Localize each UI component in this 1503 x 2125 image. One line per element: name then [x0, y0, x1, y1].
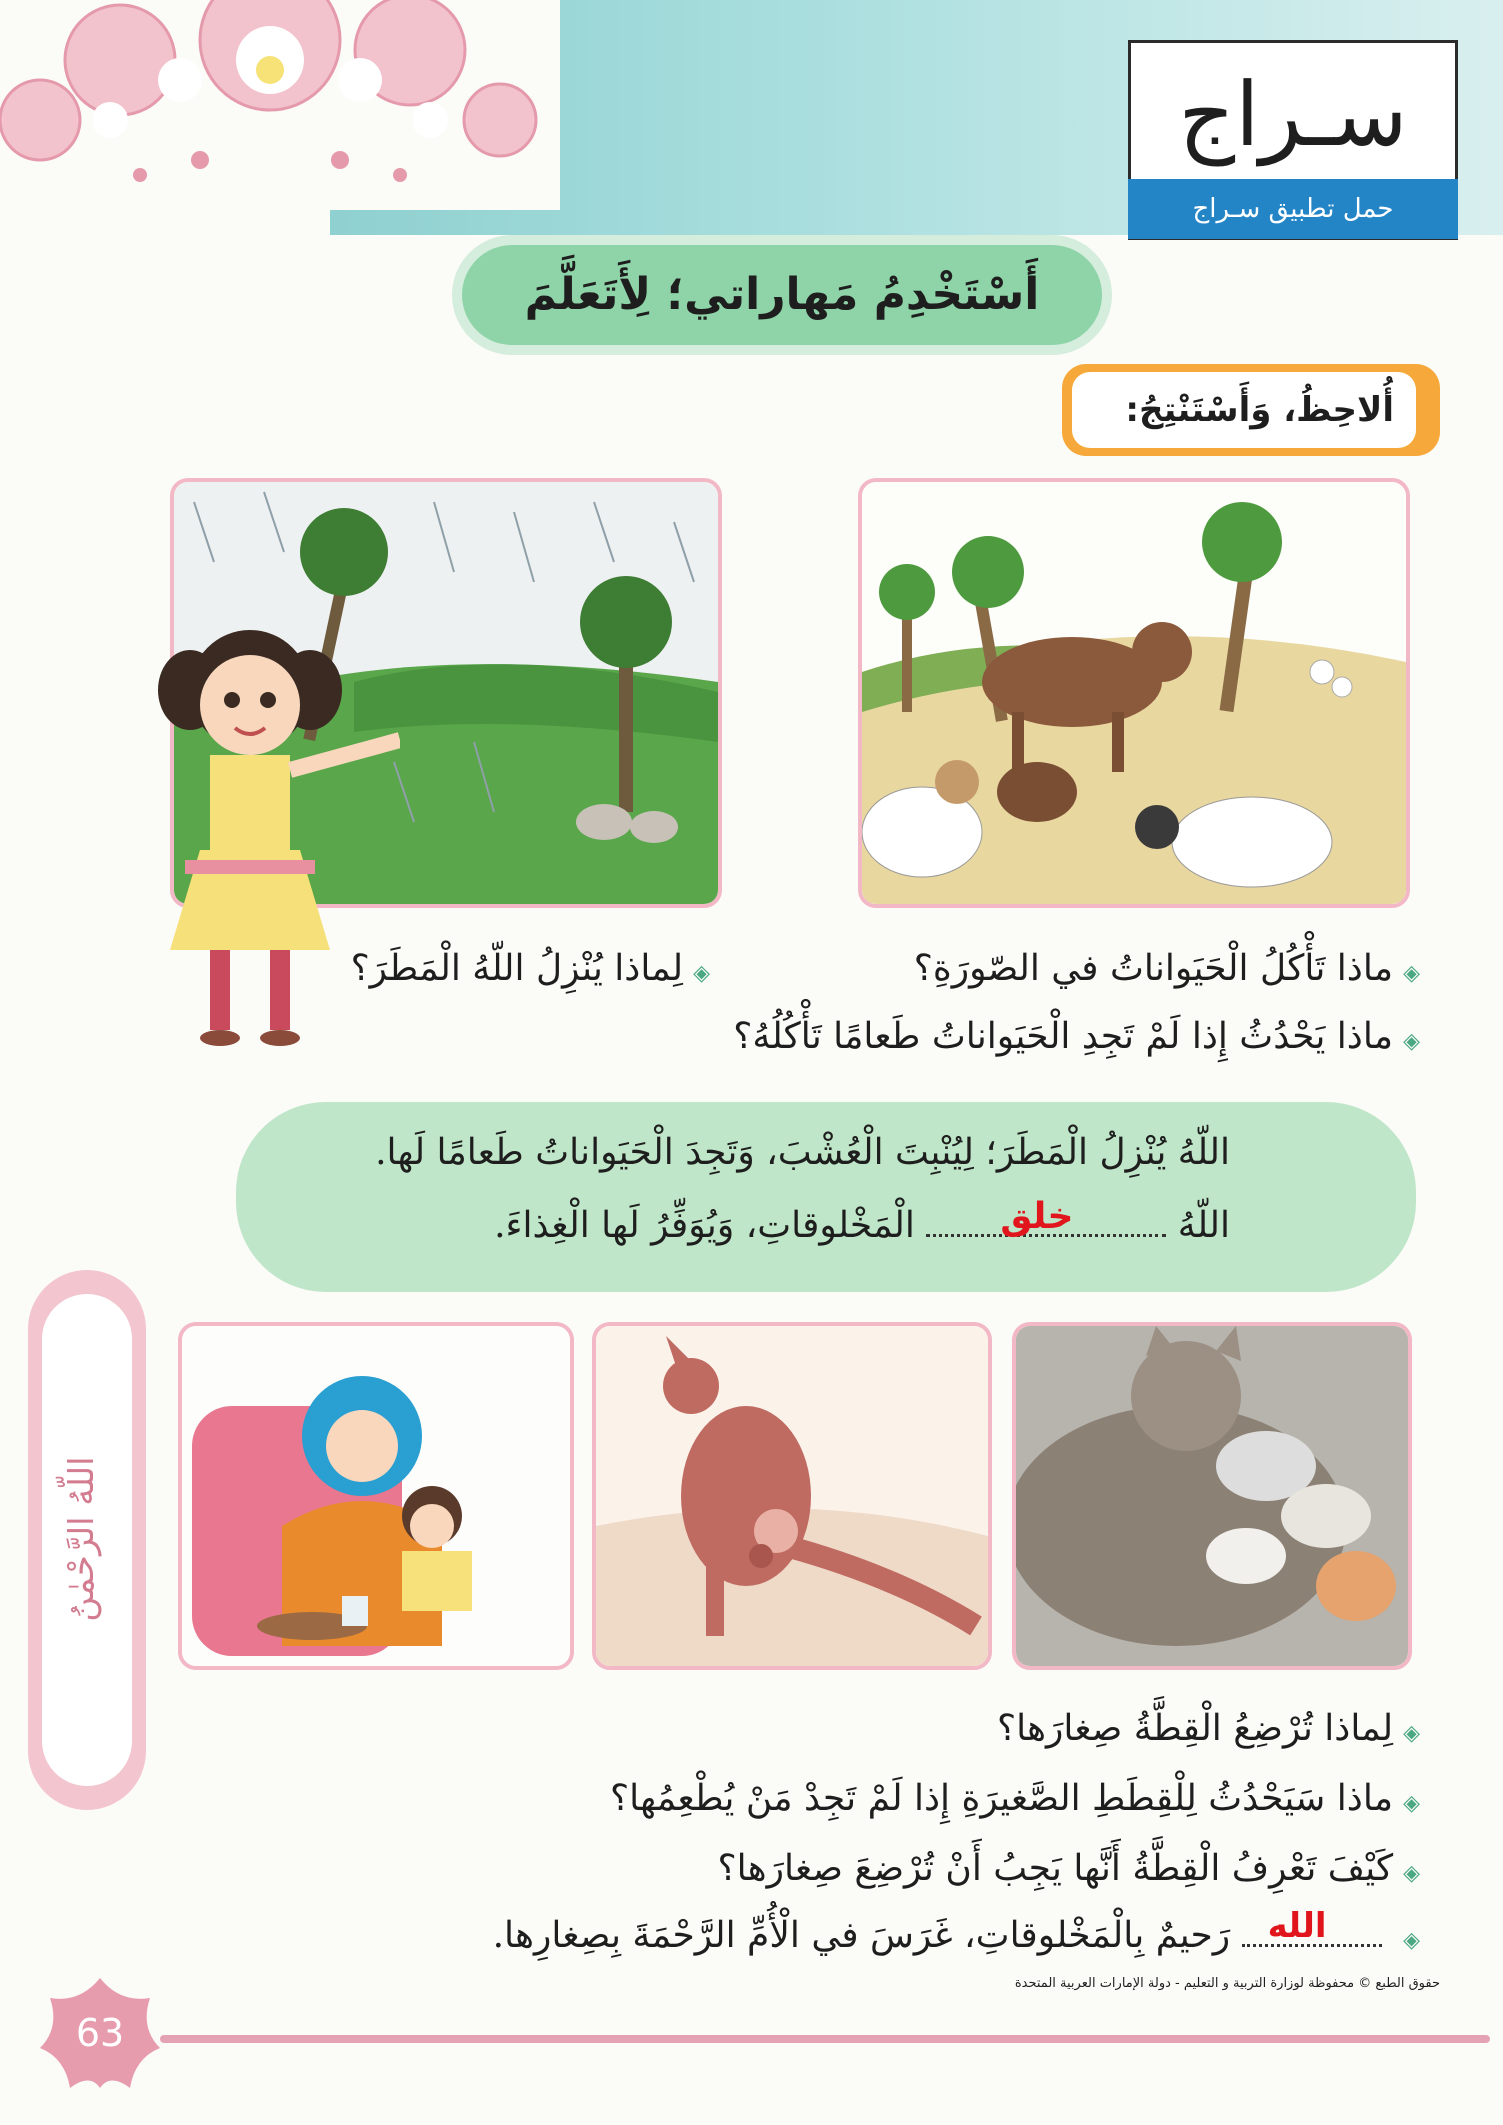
side-bookmark [28, 1270, 146, 1810]
conclusion-line-1: اللّهُ يُنْزِلُ الْمَطَرَ؛ لِيُنْبِتَ الْعُشْبَ، وَتَجِدَ الْحَيَواناتُ طَعامًا لَها. [375, 1132, 1230, 1173]
question-why-rain: ◈لِماذا يُنْزِلُ اللّهُ الْمَطَرَ؟ [350, 948, 710, 989]
fill-in-blank-1[interactable] [926, 1196, 1166, 1237]
mother-child-illustration [182, 1326, 570, 1666]
conclusion-line-2: اللّهُ خلق الْمَخْلوقاتِ، وَيُوَفِّرُ لَها الْغِذاءَ. [494, 1196, 1230, 1246]
copyright-notice: حقوق الطبع © محفوظة لوزارة التربية و التعليم - دولة الإمارات العربية المتحدة [1014, 1976, 1440, 1991]
question-cat-nurse: ◈لِماذا تُرْضِعُ الْقِطَّةُ صِغارَها؟ [996, 1708, 1420, 1749]
question-kittens-no-food: ◈ماذا سَيَحْدُثُ لِلْقِطَطِ الصَّغيرَةِ إِذا لَمْ تَجِدْ مَنْ يُطْعِمُها؟ [610, 1778, 1420, 1819]
observe-label: أُلاحِظُ، وَأَسْتَنْتِجُ: [1072, 372, 1416, 448]
mother-child-image [178, 1322, 574, 1670]
bookmark-inner [42, 1294, 132, 1786]
animals-eating-image [858, 478, 1410, 908]
question-cat-knows: ◈كَيْفَ تَعْرِفُ الْقِطَّةُ أَنَّها يَجِبُ أَنْ تُرْضِعَ صِغارَها؟ [717, 1848, 1420, 1889]
bullet-icon: ◈ [1403, 961, 1420, 986]
question-no-food: ◈ماذا يَحْدُثُ إِذا لَمْ تَجِدِ الْحَيَواناتُ طَعامًا تَأْكُلُهُ؟ [733, 1016, 1420, 1057]
conclusion-mercy-line: ◈ الله رَحيمٌ بِالْمَخْلوقاتِ، غَرَسَ في الْأُمِّ الرَّحْمَةَ بِصِغارِها. [492, 1906, 1420, 1956]
siraj-logo-title: سـراج [1178, 63, 1408, 166]
question-animals-eat: ◈ماذا تَأْكُلُ الْحَيَواناتُ في الصّورَةِ؟ [913, 948, 1420, 989]
animals-eating-illustration [862, 482, 1406, 904]
bullet-icon: ◈ [1403, 1861, 1420, 1886]
bookmark-title: اللّهُ الرَّحْمٰنُ [62, 1456, 102, 1622]
kangaroo-illustration [596, 1326, 988, 1666]
fill-in-blank-2[interactable] [1242, 1906, 1382, 1947]
bullet-icon: ◈ [1403, 1791, 1420, 1816]
kangaroo-image [592, 1322, 992, 1670]
observe-badge [1062, 364, 1440, 456]
ornament-decoration [0, 0, 560, 210]
section-title: أَسْتَخْدِمُ مَهاراتي؛ لِأَتَعَلَّمَ [462, 245, 1102, 345]
cat-nursing-photo [1012, 1322, 1412, 1670]
cat-nursing-image [1016, 1326, 1408, 1666]
page-number: 63 [75, 2011, 125, 2055]
conclusion-box [236, 1102, 1416, 1292]
siraj-logo[interactable] [1128, 40, 1458, 240]
bullet-icon: ◈ [1403, 1928, 1420, 1953]
bullet-icon: ◈ [1403, 1029, 1420, 1054]
bullet-icon: ◈ [693, 961, 710, 986]
bullet-icon: ◈ [1403, 1721, 1420, 1746]
answer-text-2: الله [1267, 1906, 1327, 1946]
footer-divider [160, 2035, 1490, 2043]
answer-text-1: خلق [1000, 1196, 1074, 1237]
siraj-app-download[interactable]: حمل تطبيق سـراج [1128, 179, 1458, 239]
